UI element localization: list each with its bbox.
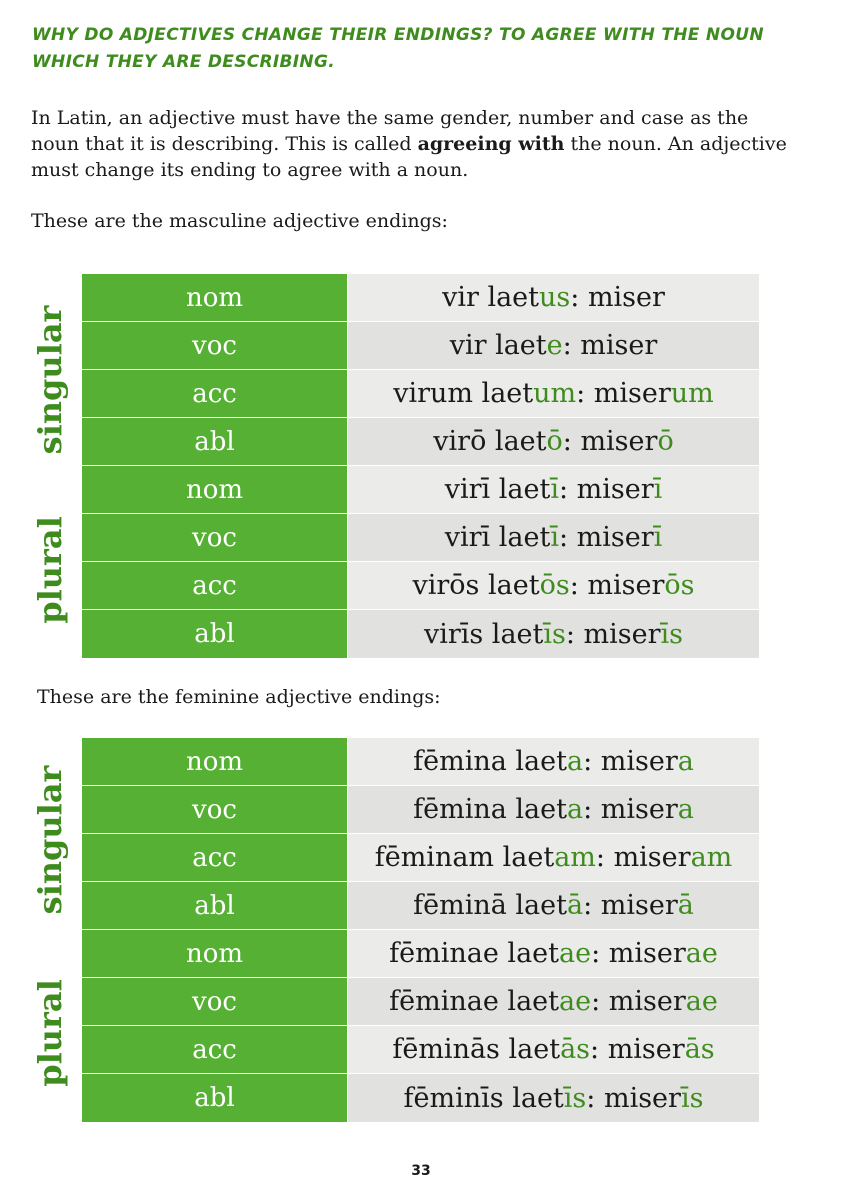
stem-text: fēmina laet [413, 746, 567, 777]
ending-text: um [533, 378, 577, 409]
stem-text: : miser [590, 1034, 685, 1065]
form-cell [348, 610, 759, 658]
table-row [82, 882, 759, 930]
case-cell: acc [82, 834, 348, 881]
ending-text: us [539, 282, 571, 313]
ending-text: ī [550, 522, 559, 553]
table-row [82, 1074, 759, 1122]
ending-text: ī [653, 474, 663, 505]
table-row [82, 786, 759, 834]
ending-text: am [690, 842, 733, 873]
masculine-endings-table [82, 274, 759, 658]
table-row [82, 418, 759, 466]
case-cell: voc [82, 786, 348, 833]
case-cell: voc [82, 514, 348, 561]
table-row [82, 274, 759, 322]
form-cell [348, 1026, 759, 1073]
form-cell [348, 786, 759, 833]
stem-text: : miser [583, 890, 678, 921]
stem-text: : miser [570, 282, 665, 313]
stem-text: : miser [591, 986, 686, 1017]
ending-text: ā [566, 890, 584, 921]
case-cell: abl [82, 1074, 348, 1122]
ending-text: am [554, 842, 596, 873]
feminine-plural-label: plural [31, 979, 69, 1087]
stem-text: : miser [576, 378, 671, 409]
table-row [82, 514, 759, 562]
form-cell [348, 1074, 759, 1122]
table-row [82, 834, 759, 882]
ending-text: ae [685, 986, 718, 1017]
stem-text: fēmina laet [413, 794, 567, 825]
masculine-plural-label: plural [31, 516, 69, 624]
case-cell: abl [82, 418, 348, 465]
stem-text: : miser [558, 522, 654, 553]
ending-text: ōs [539, 570, 570, 601]
ending-text: īs [660, 618, 684, 650]
table-row [82, 466, 759, 514]
ending-text: ās [560, 1034, 591, 1065]
intro-paragraph [31, 105, 801, 183]
intro-text-after: the noun. An adjective must change its ending to agree with a noun. [31, 133, 787, 181]
stem-text: : miser [595, 842, 691, 873]
stem-text: : miser [583, 746, 678, 777]
stem-text: virō laet [433, 426, 547, 457]
form-cell [348, 274, 759, 321]
stem-text: fēminam laet [374, 842, 555, 873]
case-cell: acc [82, 370, 348, 417]
stem-text: fēminā laet [413, 890, 567, 921]
case-cell: nom [82, 466, 348, 513]
form-cell [348, 562, 759, 609]
page-number: 33 [411, 1163, 431, 1179]
stem-text: : miser [562, 426, 658, 457]
stem-text: virīs laet [423, 618, 544, 650]
stem-text: : miser [583, 794, 678, 825]
stem-text: virōs laet [412, 570, 540, 601]
table-row [82, 562, 759, 610]
stem-text: : miser [558, 474, 654, 505]
ending-text: a [677, 794, 694, 825]
ending-text: īs [563, 1082, 587, 1114]
stem-text: fēminae laet [389, 938, 559, 969]
table-row [82, 738, 759, 786]
ending-text: ae [685, 938, 718, 969]
case-cell: nom [82, 930, 348, 977]
stem-text: virum laet [393, 378, 534, 409]
masculine-singular-label: singular [31, 305, 69, 455]
form-cell [348, 418, 759, 465]
ending-text: a [677, 746, 694, 777]
form-cell [348, 834, 759, 881]
stem-text: : miser [591, 938, 686, 969]
form-cell [348, 322, 759, 369]
table-row [82, 370, 759, 418]
feminine-endings-table [82, 738, 759, 1122]
stem-text: fēminās laet [392, 1034, 561, 1065]
ending-text: ō [657, 426, 674, 457]
stem-text: virī laet [444, 522, 551, 553]
form-cell [348, 738, 759, 785]
ending-text: ī [550, 474, 559, 505]
case-cell: voc [82, 978, 348, 1025]
ending-text: ō [546, 426, 563, 457]
ending-text: a [566, 794, 584, 825]
masculine-caption: These are the masculine adjective endings: [31, 210, 448, 232]
ending-text: e [546, 330, 563, 361]
ending-text: ae [559, 986, 592, 1017]
case-cell: abl [82, 610, 348, 658]
ending-text: ā [677, 890, 694, 921]
table-row [82, 322, 759, 370]
form-cell [348, 978, 759, 1025]
case-cell: abl [82, 882, 348, 929]
ending-text: um [670, 378, 714, 409]
form-cell [348, 466, 759, 513]
table-row [82, 610, 759, 658]
page-heading: WHY DO ADJECTIVES CHANGE THEIR ENDINGS? TO AGREE WITH THE NOUN WHICH THEY ARE DESCRIBING. [32, 25, 764, 72]
table-row [82, 930, 759, 978]
ending-text: ī [653, 522, 663, 553]
ending-text: a [566, 746, 584, 777]
stem-text: fēminīs laet [403, 1082, 564, 1114]
ending-text: ae [559, 938, 592, 969]
intro-text-before: In Latin, an adjective must have the same gender, number and case as the noun that it is describing. This is called [31, 107, 749, 155]
ending-text: īs [680, 1082, 704, 1114]
case-cell: nom [82, 274, 348, 321]
case-cell: nom [82, 738, 348, 785]
case-cell: acc [82, 1026, 348, 1073]
stem-text: virī laet [444, 474, 551, 505]
form-cell [348, 370, 759, 417]
feminine-singular-label: singular [31, 765, 69, 915]
feminine-caption: These are the feminine adjective endings: [37, 686, 441, 708]
table-row [82, 1026, 759, 1074]
stem-text: vir laet [442, 282, 540, 313]
table-row [82, 978, 759, 1026]
case-cell: voc [82, 322, 348, 369]
stem-text: : miser [565, 618, 661, 650]
form-cell [348, 882, 759, 929]
stem-text: : miser [562, 330, 658, 361]
case-cell: acc [82, 562, 348, 609]
ending-text: ās [684, 1034, 715, 1065]
ending-text: ōs [664, 570, 695, 601]
stem-text: vir laet [449, 330, 547, 361]
stem-text: fēminae laet [389, 986, 559, 1017]
intro-bold-term: agreeing with [417, 133, 565, 155]
form-cell [348, 514, 759, 561]
stem-text: : miser [569, 570, 665, 601]
form-cell [348, 930, 759, 977]
ending-text: īs [543, 618, 566, 650]
stem-text: : miser [586, 1082, 681, 1114]
